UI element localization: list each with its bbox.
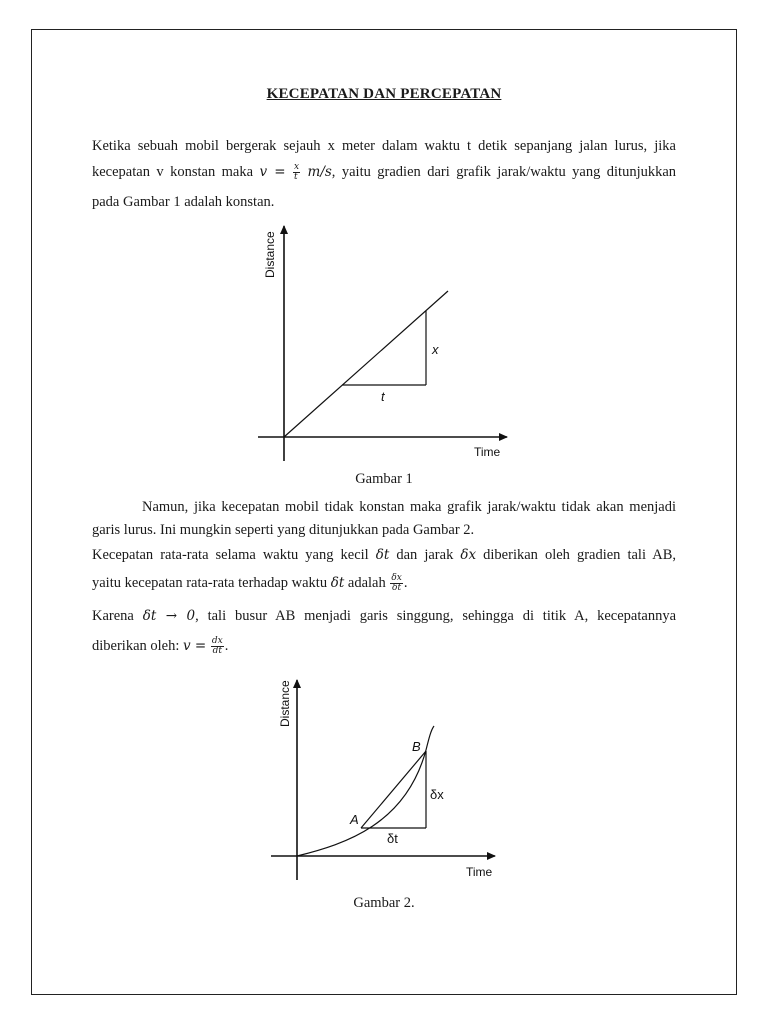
distance-time-line (284, 291, 448, 437)
label-A: A (350, 812, 359, 827)
para1-line2 (92, 163, 676, 182)
para1-line2-text-a: kecepatan v konstan maka (92, 163, 260, 180)
velocity-symbol: v = (259, 163, 286, 180)
ylabel-distance: Distance (263, 231, 277, 278)
delta-t-symbol: δt (375, 547, 390, 563)
page-title: KECEPATAN DAN PERCEPATAN (266, 86, 502, 102)
xlabel-time: Time (466, 865, 493, 879)
label-t: t (381, 389, 385, 404)
para2-line4 (92, 574, 676, 593)
figure1-caption: Gambar 1 (355, 471, 413, 487)
para2-line5-text-b: , tali busur AB menjadi garis singgung, sehingga di titik A, kecepatannya (195, 608, 677, 624)
para2-line2: garis lurus. Ini mungkin seperti yang ditunjukkan pada Gambar 2. (92, 522, 475, 538)
para2-line1: Namun, jika kecepatan mobil tidak konstan maka grafik jarak/waktu tidak akan menjadi (142, 499, 676, 515)
label-delta-t: δt (387, 831, 398, 846)
para1-line1: Ketika sebuah mobil bergerak sejauh x meter dalam waktu t detik sepanjang jalan lurus, jika (92, 138, 676, 154)
label-B: B (412, 739, 421, 754)
figure2-caption: Gambar 2. (353, 895, 415, 911)
para2-line3-text-a: Kecepatan rata-rata selama waktu yang kecil (92, 547, 376, 563)
label-delta-x: δx (430, 787, 444, 802)
fraction-denominator: t (293, 172, 298, 182)
delta-t-symbol: δt (330, 574, 345, 591)
para2-line3 (92, 547, 676, 564)
unit-ms: m/s (307, 163, 332, 180)
para2-line6 (92, 637, 676, 656)
para2-line6-text-a: diberikan oleh: (92, 637, 184, 654)
fraction-dx-over-dt (390, 574, 403, 593)
fraction-numerator: x (293, 162, 300, 172)
para2-line5 (92, 608, 676, 625)
fraction-denominator: dt (212, 646, 222, 656)
ylabel-distance: Distance (278, 680, 292, 727)
velocity-symbol: v = (183, 637, 207, 654)
para1-line2-text-b: , yaitu gradien dari grafik jarak/waktu yang ditunjukkan (331, 163, 677, 180)
fraction-numerator: δx (391, 573, 402, 583)
xlabel-time: Time (474, 445, 501, 459)
label-x: x (432, 342, 439, 357)
chord-AB (361, 751, 426, 828)
period: . (224, 637, 229, 654)
fraction-denominator: δt (392, 583, 402, 593)
para2-line3-text-b: dan jarak (389, 547, 461, 563)
period: . (403, 574, 408, 591)
figure1-graph (250, 218, 520, 468)
figure2-graph (266, 672, 506, 887)
fraction-numerator: dx (211, 636, 223, 646)
para2-line5-text-a: Karena (92, 608, 143, 624)
delta-t-limit: δt → 0 (142, 608, 196, 624)
para1-line3: pada Gambar 1 adalah konstan. (92, 194, 275, 210)
fraction-x-over-t (293, 163, 300, 182)
para2-line4-text-a: yaitu kecepatan rata-rata terhadap waktu (92, 574, 331, 591)
fraction-derivative (211, 637, 224, 656)
para2-line4-text-b: adalah (344, 574, 390, 591)
delta-x-symbol: δx (460, 547, 477, 563)
para2-line3-text-c: diberikan oleh gradien tali AB, (476, 547, 676, 563)
